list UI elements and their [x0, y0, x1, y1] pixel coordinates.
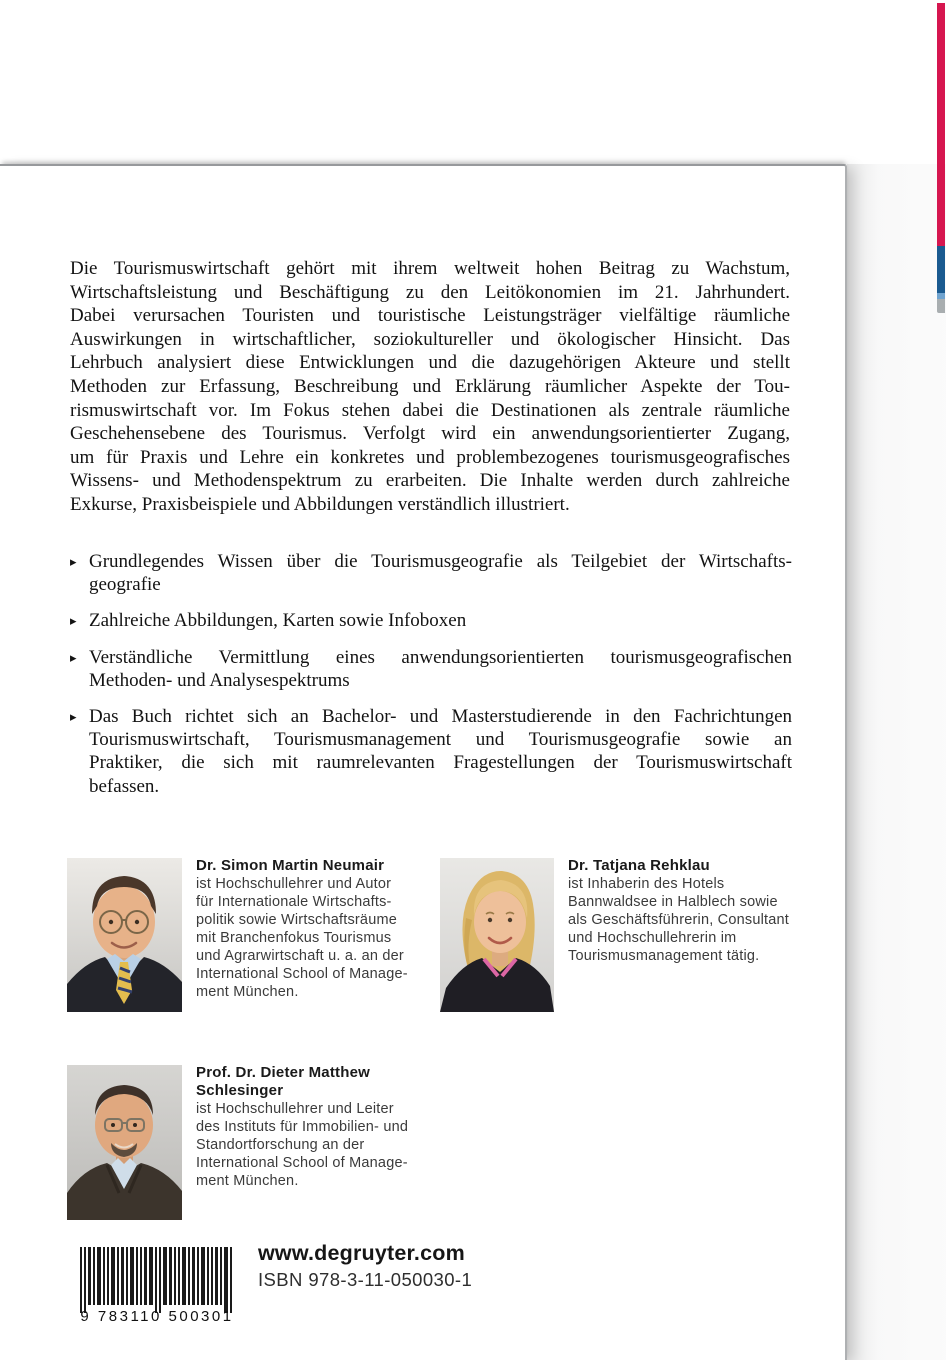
bullet-text: Zahlreiche Abbildungen, Karten sowie Infoboxen — [89, 610, 467, 632]
bullet-triangle-icon: ▸ — [70, 650, 77, 666]
list-item — [70, 609, 792, 632]
author-name: Dr. Simon Martin Neumair — [196, 857, 385, 874]
author-block — [196, 1064, 444, 1190]
bullet-triangle-icon: ▸ — [70, 555, 77, 570]
author-bio: ist Hochschullehrer und Leiter des Instituts für Immobilien- und Standortforschung an der International School of Manage- ment München. — [196, 1101, 409, 1189]
list-item — [70, 646, 792, 692]
author-bio: ist Inhaberin des Hotels Bannwaldsee in Halblech sowie als Geschäftsführerin, Consultant und Hochschullehrerin im Tourismusmanagement tätig. — [568, 876, 789, 964]
bullet-text: Grundlegendes Wissen über die Tourismusgeografie als Teilgebiet der Wirtschafts- geografie — [89, 551, 792, 596]
publisher-website: www.degruyter.com — [258, 1241, 465, 1265]
author-bio: ist Hochschullehrer und Autor für Internationale Wirtschafts- politik sowie Wirtschaftsräume mit Branchenfokus Tourismus und Agrarwirtschaft u. a. an der International School of Manage- ment München. — [196, 876, 408, 1000]
author-name: Dr. Tatjana Rehklau — [568, 857, 710, 874]
author-photo-rehklau — [440, 858, 554, 1012]
bullet-triangle-icon: ▸ — [70, 710, 77, 726]
spine-color-stripe — [937, 3, 945, 313]
bullet-text: Das Buch richtet sich an Bachelor- und Masterstudierende in den Fachrichtungen Tourismuswirtschaft, Tourismusmanagement und Tourismusgeografie sowie an Praktiker, die sich mit raumrelevanten Fragestellungen der Tourismuswirtschaft befassen. — [89, 706, 792, 797]
author-block — [568, 857, 816, 965]
author-block — [196, 857, 444, 1001]
bullet-text: Verständliche Vermittlung eines anwendungsorientierten tourismusgeografischen Methoden- und Analysespektrums — [89, 646, 792, 691]
stripe-pink-segment — [937, 3, 945, 246]
page-edge-shadow — [847, 164, 946, 1360]
author-photo-neumair — [67, 858, 182, 1012]
author-photo-schlesinger — [67, 1065, 182, 1220]
highlights-list — [70, 550, 792, 811]
list-item — [70, 550, 792, 596]
book-description: Die Tourismuswirtschaft gehört mit ihrem weltweit hohen Beitrag zu Wachstum, Wirtschaftsleistung und Beschäftigung zu den Leitökonomien im 21. Jahrhundert. Dabei verursachen Touristen und touristische Leistungsträger vielfältige räumliche Auswirkungen in wirtschaftlicher, soziokultureller und ökologischer Hinsicht. Das Lehrbuch analysiert diese Entwicklungen und die dazugehörigen Akteure und stellt Methoden zur Erfassung, Beschreibung und Erklärung räumlicher Aspekte der Tou- rismuswirtschaft vor. Im Fokus stehen dabei die Destinationen als zentrale räumliche Geschehensebene des Tourismus. Verfolgt wird ein anwendungsorientierter Zugang, um für Praxis und Lehre ein konkretes und problembezogenes tourismusgeografisches Wissens- und Methodenspektrum zu erarbeiten. Die Inhalte werden durch zahlreiche Exkurse, Praxisbeispiele und Abbildungen verständlich illustriert. — [70, 258, 790, 515]
barcode-number: 9 783110 500301 — [80, 1308, 234, 1323]
isbn-barcode — [78, 1245, 236, 1323]
bullet-triangle-icon: ▸ — [70, 614, 77, 630]
stripe-blue-segment — [937, 246, 945, 293]
author-name: Prof. Dr. Dieter Matthew Schlesinger — [196, 1064, 370, 1099]
list-item — [70, 705, 792, 798]
stripe-gray-segment — [937, 299, 945, 313]
isbn-number: ISBN 978-3-11-050030-1 — [258, 1269, 473, 1290]
